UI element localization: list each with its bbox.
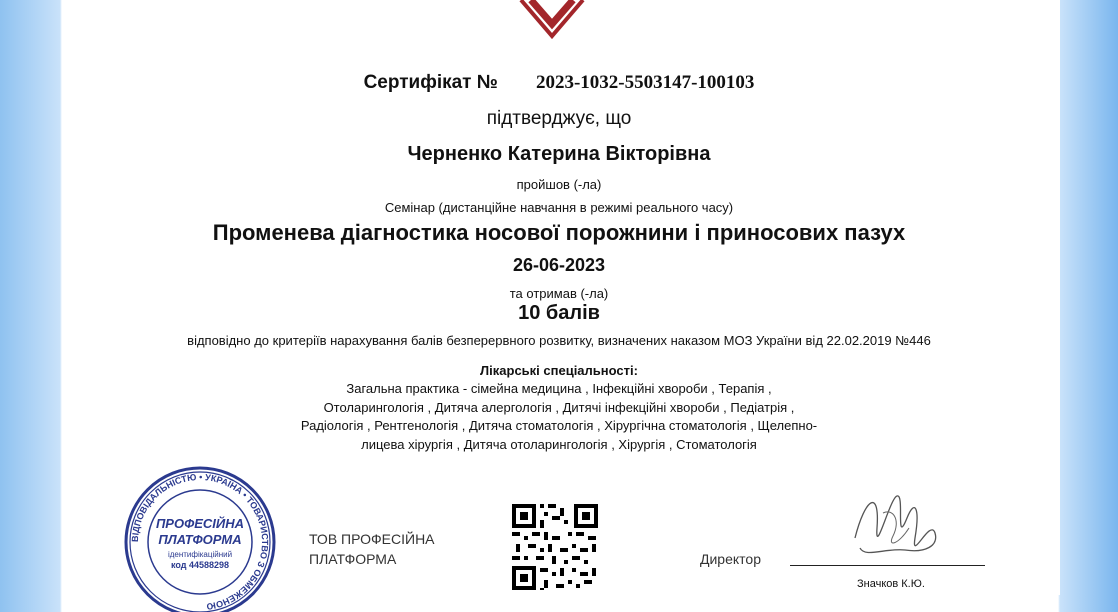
recipient-name: Черненко Катерина Вікторівна [407,143,711,165]
signature-line [790,565,985,566]
director-label: Директор [700,551,761,567]
signature-icon [835,478,965,578]
company-line: ПЛАТФОРМА [309,551,397,567]
course-date: 26-06-2023 [512,255,606,275]
specialties-line: Загальна практика - сімейна медицина , Інфекційні хвороби , Терапія , [346,381,772,396]
specialties-title: Лікарські спеціальності: [480,363,638,378]
stamp-line3: ідентифікаційний [167,550,233,559]
stamp-line2: ПЛАТФОРМА [158,532,242,547]
specialties-line: Радіологія , Рентгенологія , Дитяча стоматологія , Хірургічна стоматологія , Щелепно- [300,418,818,433]
certificate-number: 2023-1032-5503147-100103 [535,72,755,93]
qr-code-icon [510,502,600,592]
seminar-type: Семінар (дистанційне навчання в режимі реального часу) [384,200,734,215]
passed-text: пройшов (-ла) [516,177,602,192]
specialties-line: лицева хірургія , Дитяча отоларингологія , Хірургія , Стоматологія [361,437,757,452]
stamp-line4: код 44588298 [170,560,230,570]
stamp-outer-text: ВІДПОВІДАЛЬНІСТЮ • УКРАЇНА • ТОВАРИСТВО З ОБМЕЖЕНОЮ [129,471,271,612]
points-value: 10 балів [518,302,600,324]
confirms-text: підтверджує, що [486,108,632,129]
received-text: та отримав (-ла) [509,286,609,301]
company-line: ТОВ ПРОФЕСІЙНА [309,531,435,547]
company-name [309,529,435,569]
official-stamp-icon [120,462,280,612]
certificate-label: Сертифікат № [363,72,498,93]
course-title: Променева діагностика носової порожнини і приносових пазух [212,220,906,245]
brand-logo-icon [493,0,611,42]
specialties-line: Отоларингологія , Дитяча алергологія , Дитячі інфекційні хвороби , Педіатрія , [323,400,795,415]
stamp-line1: ПРОФЕСІЙНА [155,516,245,531]
signer-name: Значков К.Ю. [857,578,925,590]
criteria-text: відповідно до критеріїв нарахування балів безперервного розвитку, визначених наказом МОЗ України від 22.02.2019 №446 [187,333,931,348]
certificate-number-line [0,72,1118,94]
